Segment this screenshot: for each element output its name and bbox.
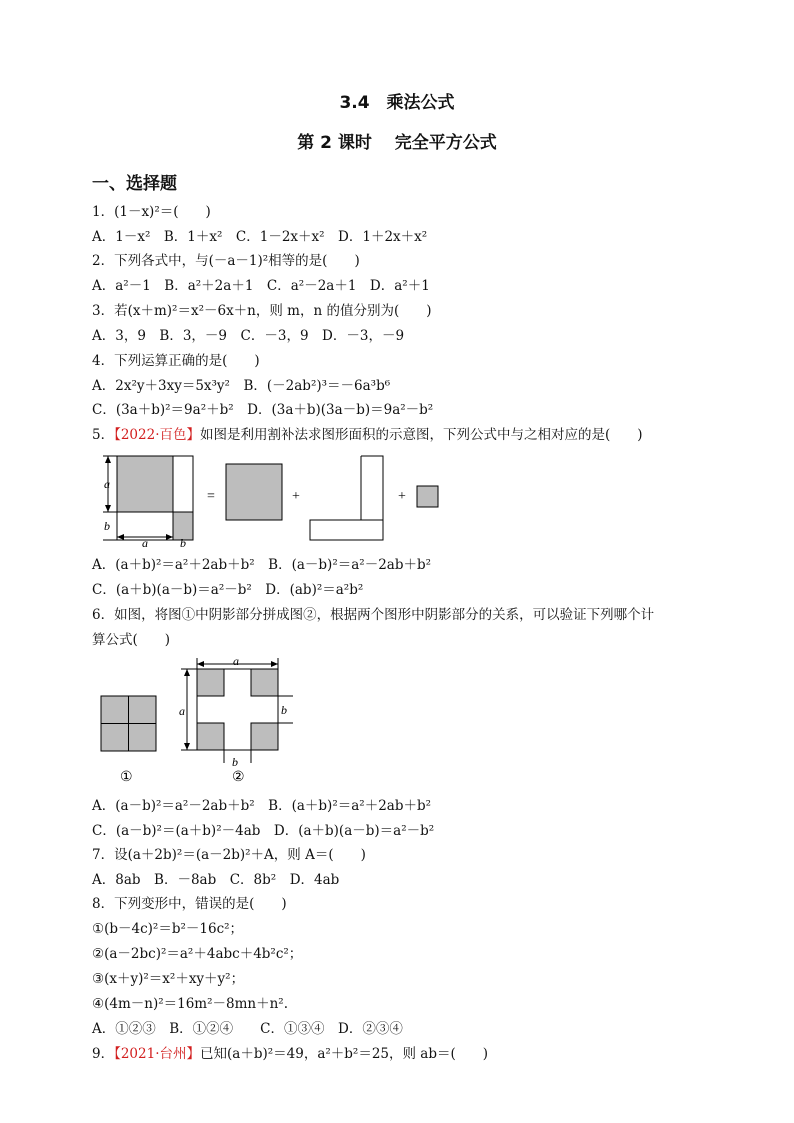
q3-options: A．3，9 B．3，－9 C．－3，9 D．－3，－9 [92,328,405,344]
q7-stem: 7．设(a＋2b)²＝(a－2b)²＋A，则 A＝( ) [92,847,366,863]
q4-stem: 4．下列运算正确的是( ) [92,353,260,369]
q1-stem: 1．(1－x)²＝( ) [92,204,211,220]
section-heading: 一、选择题 [92,174,177,194]
q5-stem [92,426,643,444]
fig5-label-a-horizontal: a [142,536,148,548]
q2-stem: 2．下列各式中，与(－a－1)²相等的是( ) [92,253,360,269]
q8-item-3: ③(x＋y)²＝x²＋xy＋y²； [92,971,245,987]
q3-stem: 3．若(x＋m)²＝x²－6x＋n，则 m，n 的值分别为( ) [92,303,432,319]
fig6-label-a-top: a [233,655,239,668]
q9-source-tag: 【2021·台州】 [114,1046,200,1062]
lesson-subtitle: 第 2 课时 完全平方公式 [297,133,497,153]
q9-number: 9． [92,1046,115,1062]
fig6-label-2: ② [232,770,245,785]
fig5-label-b-vertical: b [104,519,110,533]
q8-stem: 8．下列变形中，错误的是( ) [92,896,287,912]
fig5-plus-2: + [398,489,406,504]
q4-options-cd: C．(3a＋b)²＝9a²＋b² D．(3a＋b)(3a－b)＝9a²－b² [92,402,434,418]
q5-options-ab: A．(a＋b)²＝a²＋2ab＋b² B．(a－b)²＝a²－2ab＋b² [92,557,432,573]
fig6-label-1: ① [120,770,133,785]
q5-source-tag: 【2022·百色】 [114,427,200,443]
q8-item-4: ④(4m－n)²＝16m²－8mn＋n². [92,996,289,1012]
fig5-label-b-horizontal: b [180,536,186,548]
q1-options: A．1－x² B．1＋x² C．1－2x＋x² D．1＋2x＋x² [92,229,428,245]
q8-item-1: ①(b－4c)²＝b²－16c²； [92,921,244,937]
q6-figure [95,655,305,785]
q6-stem-line1: 6．如图，将图①中阴影部分拼成图②，根据两个图形中阴影部分的关系，可以验证下列哪个计 [92,607,655,623]
q7-options: A．8ab B．－8ab C．8b² D．4ab [92,872,340,888]
q9-text: 已知(a＋b)²＝49，a²＋b²＝25，则 ab＝( ) [200,1046,489,1062]
q5-options-cd: C．(a＋b)(a－b)＝a²－b² D．(ab)²＝a²b² [92,582,364,598]
fig5-equals: = [207,489,215,504]
q2-options: A．a²－1 B．a²＋2a＋1 C．a²－2a＋1 D．a²＋1 [92,278,430,294]
q8-item-2: ②(a－2bc)²＝a²＋4abc＋4b²c²； [92,946,303,962]
q5-text: 如图是利用割补法求图形面积的示意图，下列公式中与之相对应的是( ) [200,427,643,443]
q4-options-ab: A．2x²y＋3xy＝5x³y² B．(－2ab²)³＝－6a³b⁶ [92,378,391,394]
q5-figure [95,448,455,548]
fig6-label-b-bottom: b [232,755,238,769]
q6-options-cd: C．(a－b)²＝(a＋b)²－4ab D．(a＋b)(a－b)＝a²－b² [92,823,435,839]
q5-number: 5． [92,427,115,443]
fig6-label-b-right: b [281,703,287,717]
fig6-label-a-left: a [179,704,185,718]
q8-options: A．①②③ B．①②④ C．①③④ D．②③④ [92,1021,403,1037]
lesson-title: 3.4 乘法公式 [339,93,455,113]
fig5-label-a-vertical: a [104,477,110,491]
q6-stem-line2: 算公式( ) [92,632,171,648]
q6-options-ab: A．(a－b)²＝a²－2ab＋b² B．(a＋b)²＝a²＋2ab＋b² [92,798,432,814]
fig5-plus-1: + [292,489,300,504]
q9-stem [92,1045,488,1063]
